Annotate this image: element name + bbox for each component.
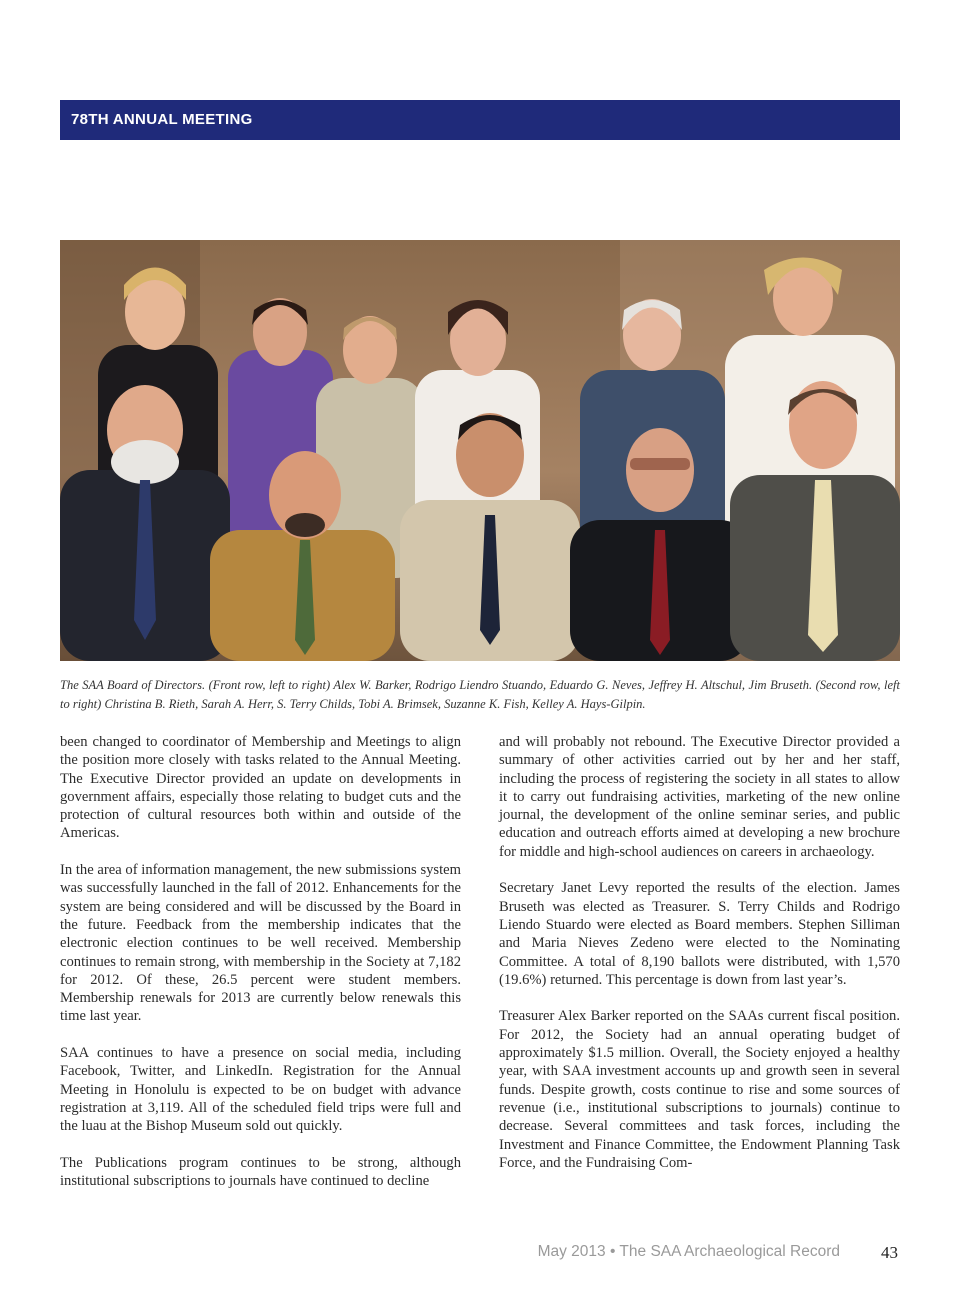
paragraph: Secretary Janet Levy reported the results of the election. James Bruseth was elected as Treasurer. S. Terry Childs and Rodrigo Liendo Stuardo were elected as Board members. Stephen Silliman and Maria Nieves Zedeno were elected to the Nominating Committee. A total of 8,190 ballots were distributed, with 1,570 (19.6%) returned. This percentage is down from last year’s. <box>499 880 900 988</box>
paragraph: The Publications program continues to be strong, although institutional subscriptions to journals have continued to decline <box>60 1154 461 1190</box>
paragraph: SAA continues to have a presence on social media, including Facebook, Twitter, and LinkedIn. Registration for the Annual Meeting in Honolulu is expected to be on budget with advance registration at 3,119. All of the scheduled field trips were full and the luau at the Bishop Museum sold out quickly. <box>60 1045 461 1135</box>
right-column <box>499 733 900 1190</box>
left-column <box>60 733 461 1209</box>
section-banner <box>60 100 900 140</box>
board-photo <box>60 240 900 661</box>
journal-name: May 2013 • The SAA Archaeological Record <box>537 1243 840 1260</box>
page-footer <box>537 1243 900 1267</box>
photo-caption: The SAA Board of Directors. (Front row, left to right) Alex W. Barker, Rodrigo Liendro Stuando, Eduardo G. Neves, Jeffrey H. Altschul, Jim Bruseth. (Second row, left to right) Christina B. Rieth, Sarah A. Herr, S. Terry Childs, Tobi A. Brimsek, Suzanne K. Fish, Kelley A. Hays-Gilpin. <box>60 678 900 711</box>
page-number: 43 <box>881 1243 898 1262</box>
section-title: 78TH ANNUAL MEETING <box>71 111 253 128</box>
paragraph: Treasurer Alex Barker reported on the SAAs current fiscal position. For 2012, the Society had an annual operating budget of approximately $1.5 million. Overall, the Society enjoyed a healthy year, with SAA investment accounts up and growth seen in several funds. Despite growth, costs continue to rise and some sources of revenue (i.e., institutional subscriptions to journals) continue to decrease. Several committees and task forces, including the Investment and Finance Committee, the Endowment Planning Task Force, and the Fundraising Com- <box>499 1008 900 1171</box>
paragraph: and will probably not rebound. The Executive Director provided a summary of other activities carried out by her and her staff, including the process of registering the society in all states to allow it to carry out fundraising activities, marketing of the new online journal, the development of the online seminar series, and public education and outreach efforts aimed at developing a new brochure for middle and high-school audiences on careers in archaeology. <box>499 734 900 860</box>
paragraph: been changed to coordinator of Membership and Meetings to align the position more closely with tasks related to the Annual Meeting. The Executive Director provided an update on developments in government affairs, especially those relating to budget cuts and the protection of cultural resources both within and outside of the Americas. <box>60 734 461 842</box>
paragraph: In the area of information management, the new submissions system was successfully launched in the fall of 2012. Enhancements for the system are being considered and will be discussed by the Board in the future. Feedback from the membership indicates that the electronic election continues to be well received. Membership continues to remain strong, with membership in the Society at 7,182 for 2012. Of these, 26.5 percent were student members. Membership renewals for 2013 are currently below renewals this time last year. <box>60 862 461 1025</box>
